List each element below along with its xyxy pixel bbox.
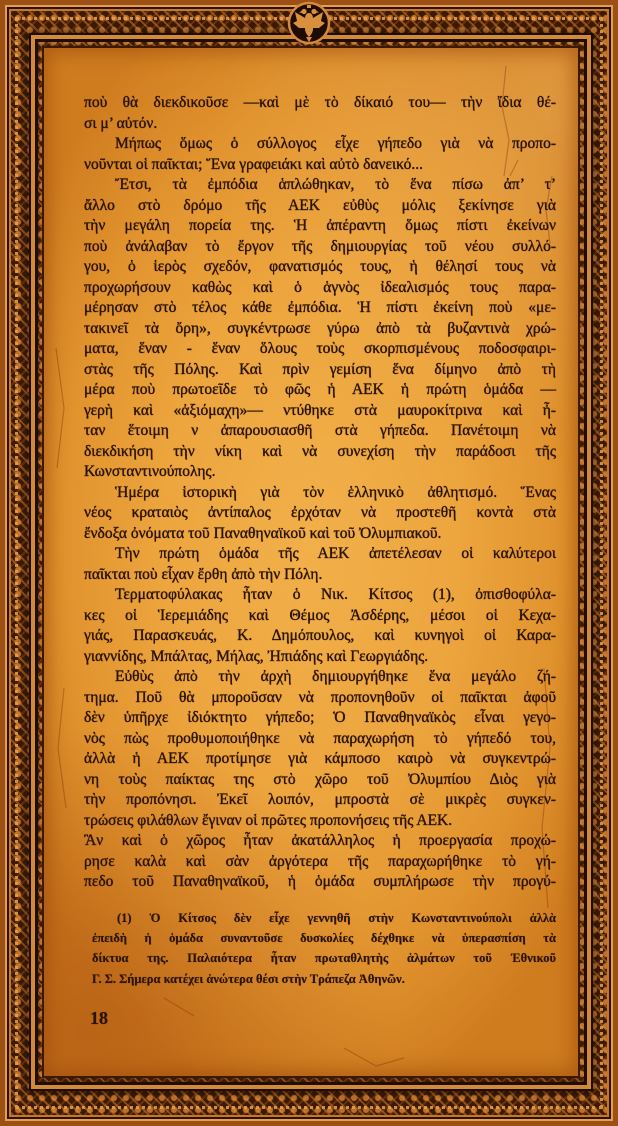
text-line: ἔνδοξα ὀνόματα τοῦ Παναθηναϊκοῦ καὶ τοῦ Ὀλυμπιακοῦ. [84, 524, 442, 542]
text-line: τὴν μεγάλη πορεία της. Ἡ ἀπέραντη ὅμως πίστι ἐκείνων [84, 217, 556, 234]
text-line: ρησε καλὰ καὶ σὰν ἀργότερα τῆς παραχωρήθηκε τὸ γή- [84, 852, 556, 870]
text-line: γερὴ καὶ «ἀξιόμαχη»— ντύθηκε στὰ μαυροκίτρινα καὶ ἦ- [84, 401, 556, 419]
text-line: ἀλλὰ ἡ ΑΕΚ προτίμησε γιὰ κάμποσο καιρὸ νὰ συγκεντρώ- [84, 750, 556, 767]
text-line: Τερματοφύλακας ἦταν ὁ Νικ. Κίτσος (1), ὀπισθοφύλα- [115, 586, 556, 603]
text-line: νοῦνται οἱ παῖκται; Ἕνα γραφειάκι καὶ αὐτὸ δανεικό... [84, 155, 424, 173]
paragraph [84, 134, 556, 175]
text-line: ποὺ θὰ διεκδικοῦσε —καὶ μὲ τὸ δίκαιό του— τὴν ἴδια θέ- [84, 94, 556, 111]
text-line: τὴν προπόνησι. Ἐκεῖ λοιπόν, μπροστὰ σὲ μικρὲς συγκεν- [84, 791, 556, 808]
text-line: στὰς τῆς Πόλης. Καὶ πρὶν γεμίση ἕνα δίμηνο ἀπὸ τὴ [84, 360, 556, 378]
text-line: Ἡμέρα ἱστορικὴ γιὰ τὸν ἑλληνικὸ ἀθλητισμό. Ἕνας [115, 483, 556, 501]
crack-line [344, 1048, 404, 1066]
text-line: Ἂν καὶ ὁ χῶρος ἦταν ἀκατάλληλος ἡ προεργασία προχώ- [84, 832, 556, 849]
text-line: μέρησαν στὸ τέλος κάθε ἐμπόδια. Ἡ πίστι ἐκείνη ποὺ «με- [84, 299, 556, 316]
text-line: Μήπως ὅμως ὁ σύλλογος εἶχε γήπεδο γιὰ νὰ προπο- [115, 135, 556, 152]
footnote-line: Γ. Σ. Σήμερα κατέχει ἀνώτερα θέσι στὴν Τράπεζα Ἀθηνῶν. [92, 971, 405, 986]
double-headed-eagle-icon [287, 1, 331, 45]
text-line: Ἔτσι, τὰ ἐμπόδια ἁπλώθηκαν, τὸ ἕνα πίσω ἀπ’ τ’ [115, 176, 556, 193]
text-line: πεδο τοῦ Παναθηναϊκοῦ, ἡ ὁμάδα συμπλήρωσε τὴν προγύ- [84, 873, 556, 890]
footnote-line: ἐπειδὴ ἡ ὁμάδα συναντοῦσε δυσκολίες δέχθηκε νὰ ὑπερασπίση τὰ [92, 931, 556, 946]
eagle-left-head [301, 9, 306, 14]
text-line: ἄλλο στὸ δρόμο τῆς ΑΕΚ εὐθὺς μόλις ξεκίνησε γιὰ [84, 196, 556, 214]
eagle-right-head [311, 9, 316, 14]
text-line: σι μ’ αὐτόν. [84, 114, 158, 132]
text-line: δὲν ὑπῆρχε ἰδιόκτητο γήπεδο; Ὁ Παναθηναϊκὸς εἶναι γεγο- [84, 709, 556, 726]
footnote [92, 908, 556, 989]
crack-line [58, 688, 66, 808]
text-line: τακινεῖ τὰ ὄρη», συγκέντρωσε γύρω ἀπὸ τὰ βυζαντινὰ χρώ- [84, 319, 556, 337]
text-line: τημα. Ποῦ θὰ μποροῦσαν νὰ προπονηθοῦν οἱ παῖκται ἀφοῦ [84, 688, 556, 706]
page-number: 18 [90, 1008, 108, 1028]
crack-line [164, 998, 194, 1016]
paragraph [84, 831, 556, 893]
eagle-crown [307, 5, 311, 8]
paragraph [84, 667, 556, 831]
text-line: Τὴν πρώτη ὁμάδα τῆς ΑΕΚ ἀπετέλεσαν οἱ καλύτεροι [115, 545, 556, 562]
text-line: προχωρήσουν καθὼς καὶ ὁ ἁγνὸς ἰδεαλισμός τους παρα- [84, 278, 556, 296]
book-page [42, 46, 580, 1078]
footnote-line: δίκτυα της. Παλαιότερα ἦταν πρωταθλητὴς ἁλμάτων τοῦ Ἐθνικοῦ [92, 951, 556, 966]
footnote-line: (1) Ὁ Κίτσος δὲν εἶχε γεννηθῆ στὴν Κωνσταντινούπολι ἀλλὰ [117, 911, 556, 925]
text-line: Εὐθὺς ἀπὸ τὴν ἀρχὴ δημιουργήθηκε ἕνα μεγάλο ζή- [115, 668, 556, 685]
paragraph [84, 175, 556, 483]
paragraph [84, 585, 556, 667]
text-line: κες οἱ Ἱερεμιάδης καὶ Θέμος Ἀσδέρης, μέσοι οἱ Κεχα- [84, 606, 556, 624]
text-line: ποὺ ἀνάλαβαν τὸ ἔργον τῆς δημιουργίας τοῦ νέου συλλό- [84, 237, 556, 255]
paragraph [84, 483, 556, 545]
text-line: γιαννίδης, Μπάλτας, Μήλας, Ἠπιάδης καὶ Γεωργιάδης. [84, 647, 429, 665]
paragraph [84, 544, 556, 585]
text-line: τρώσεις φιλάθλων ἔγιναν οἱ πρῶτες προπονήσεις τῆς ΑΕΚ. [84, 811, 453, 829]
text-line: διεκδικήση τὴν νίκη καὶ νὰ συνεχίση τὴν παράδοσι τῆς [84, 442, 556, 460]
text-line: νὸς πὼς προθυμοποιήθηκε νὰ παραχωρήση τὸ γήπεδό του, [84, 729, 556, 747]
text-line: νη τοὺς παίκτας της στὸ χῶρο τοῦ Ὀλυμπίου Διὸς γιὰ [84, 770, 556, 788]
text-line: Κωνσταντινούπολης. [84, 463, 216, 480]
text-line: γιάς, Παρασκευάς, Κ. Δημόπουλος, καὶ κυνηγοὶ οἱ Καρα- [84, 627, 556, 644]
text-line: ματα, ἕναν - ἕναν ὅλους τοὺς σκορπισμένους ποδοσφαιρι- [84, 340, 556, 357]
text-line: ταν ἕτοιμη ν ἀπαρουσιασθῆ στὰ γήπεδα. Πανέτοιμη νὰ [84, 422, 556, 439]
body-text [84, 93, 556, 893]
text-line: νέος κραταιὸς ἀντίπαλος ἐρχόταν νὰ προστεθῆ κοντὰ στὰ [84, 504, 556, 521]
paragraph [84, 93, 556, 134]
text-line: γου, ὁ ἱερὸς σχεδόν, φανατισμός τους, ἡ θέλησί τους νὰ [84, 258, 556, 275]
crack-line [56, 348, 64, 468]
text-line: μέρα ποὺ πρωτοεῖδε τὸ φῶς ἡ ΑΕΚ ἡ πρώτη ὁμάδα — [84, 381, 556, 398]
text-line: παῖκται ποὺ εἶχαν ἔρθη ἀπὸ τὴν Πόλη. [84, 565, 323, 583]
